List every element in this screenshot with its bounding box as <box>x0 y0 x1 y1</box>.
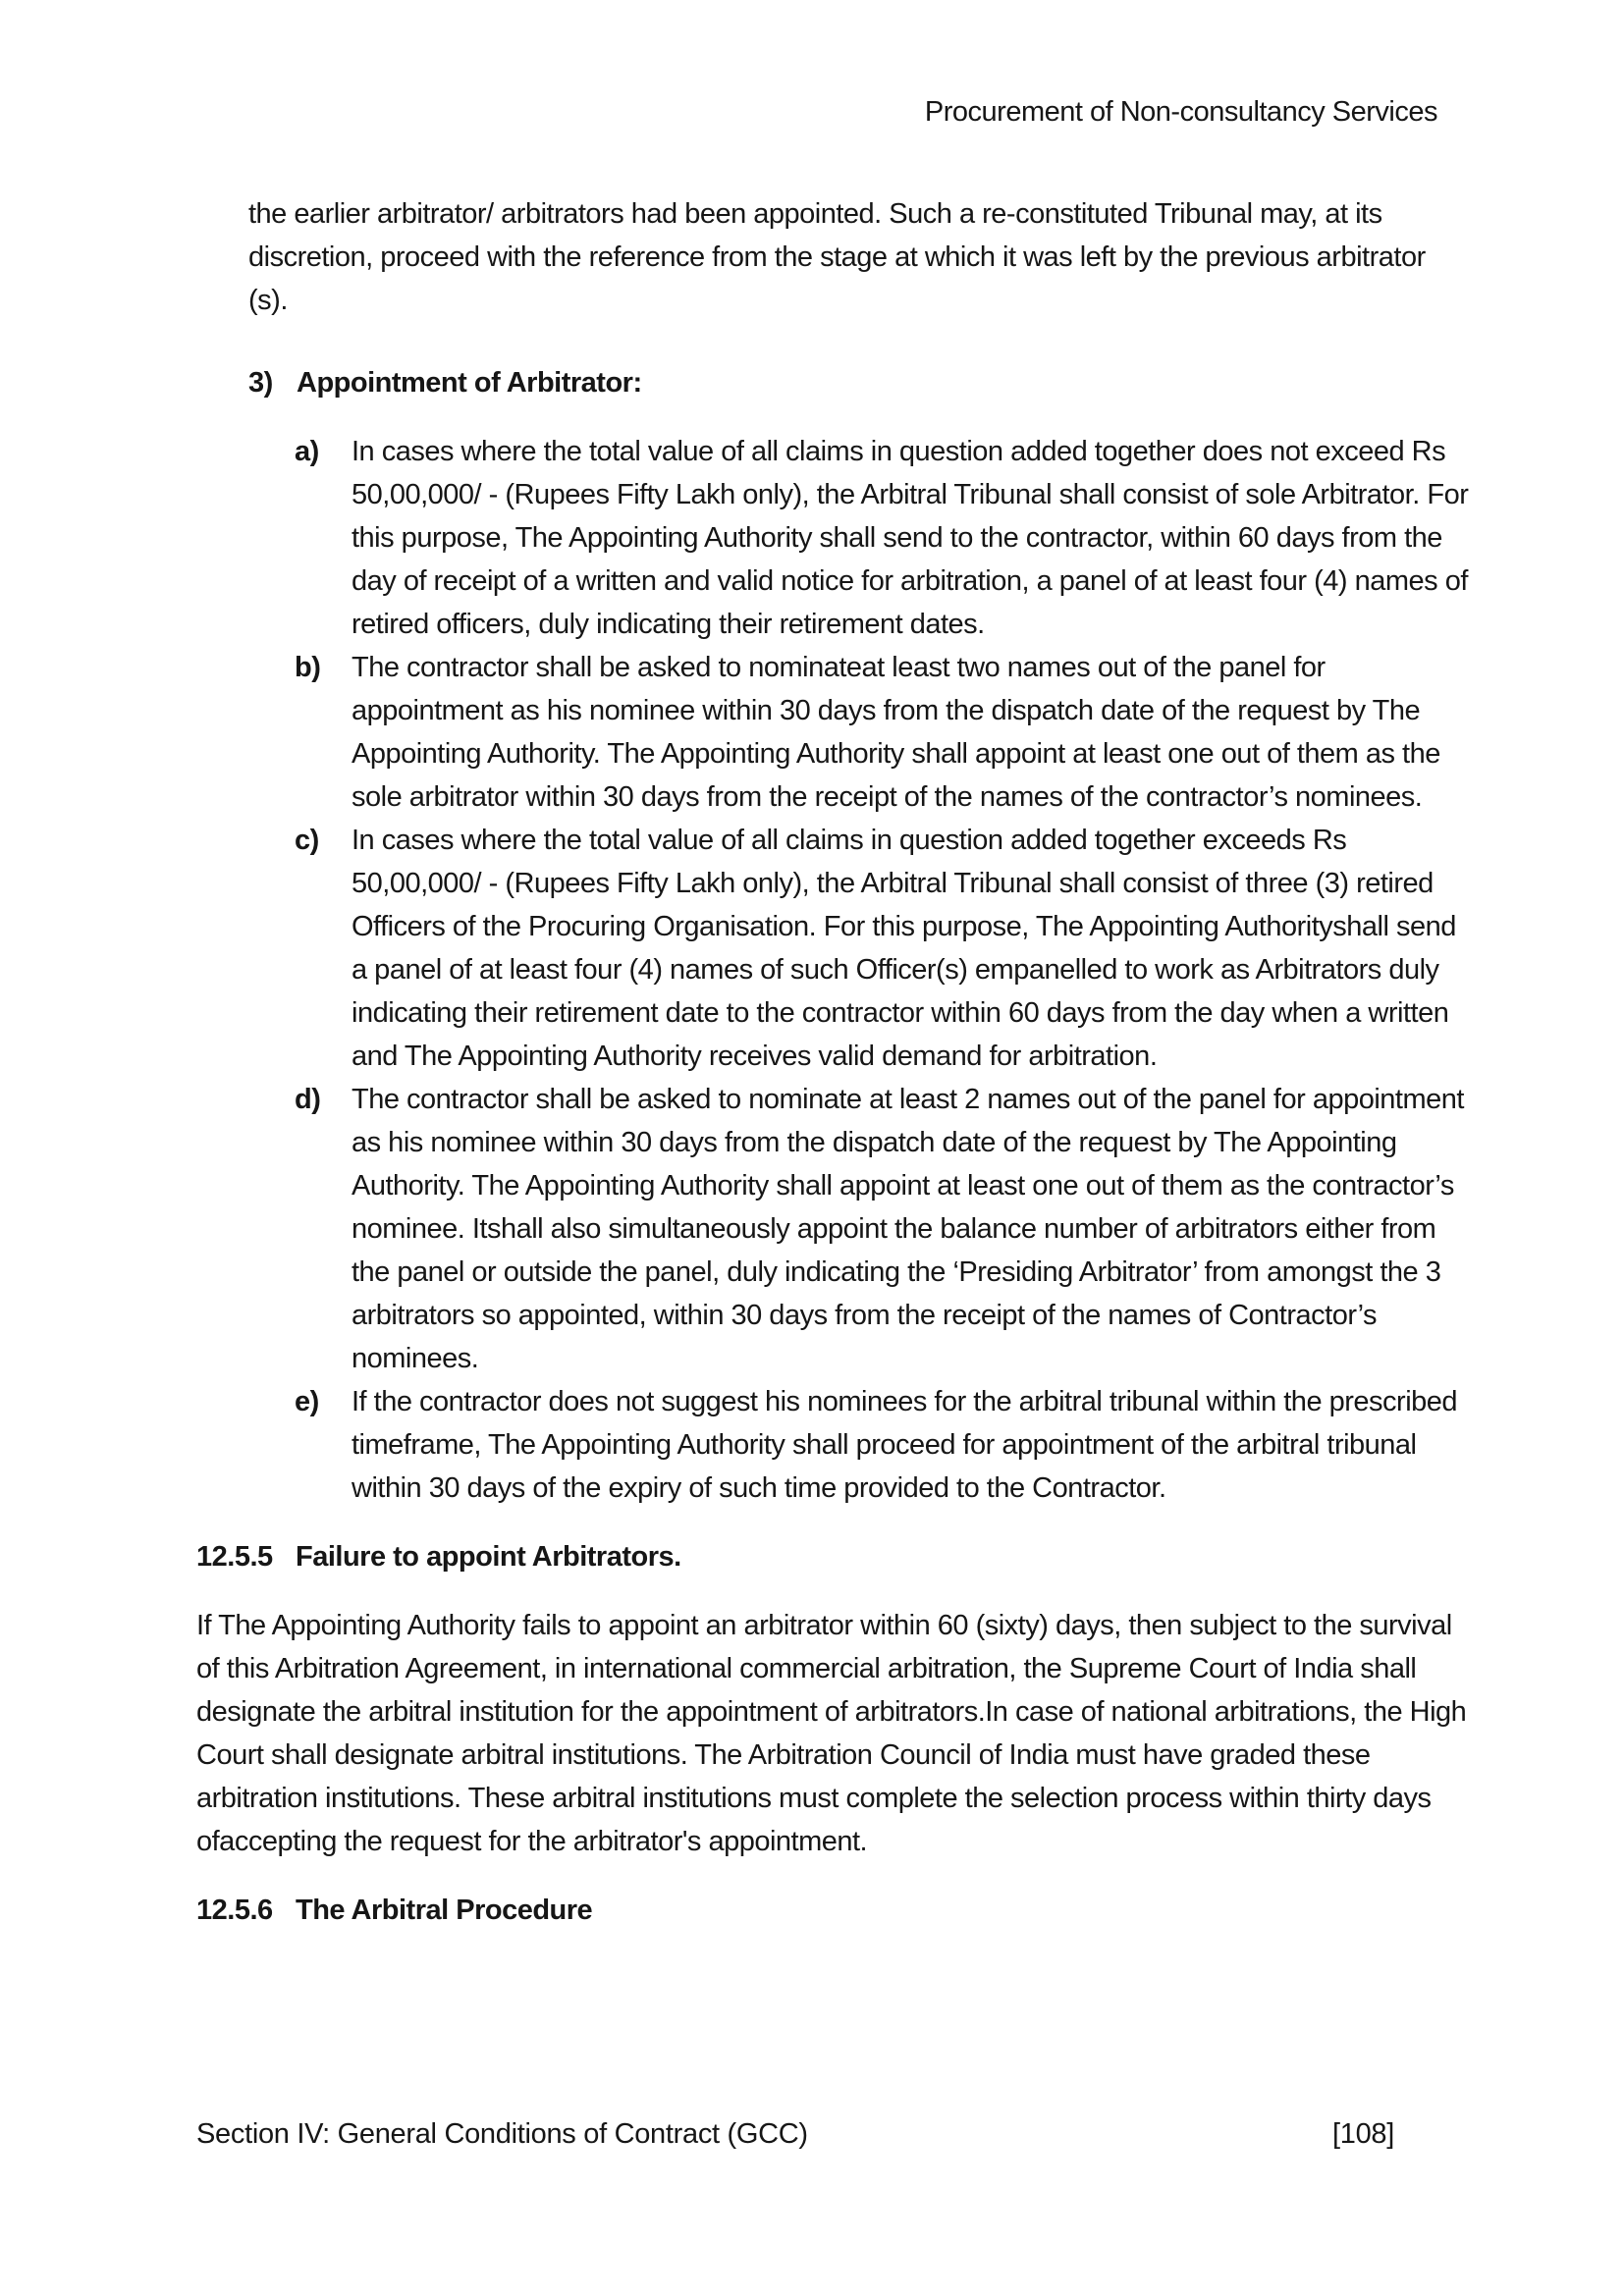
list-item-b-label: b) <box>295 652 321 683</box>
page-header <box>196 90 1472 133</box>
section-12-5-5-paragraph: If The Appointing Authority fails to appoint an arbitrator within 60 (sixty) days, then subject to the survival of this Arbitration Agreement, in international commercial arbitration, the Supreme Court of India shall designate the arbitral institution for the appointment of arbitrators.In case of national arbitrations, the High Court shall designate arbitral institutions. The Arbitration Council of India must have graded these arbitration institutions. These arbitral institutions must complete the selection process within thirty days ofaccepting the request for the arbitrator's appointment. <box>196 1610 1467 1857</box>
list-item-c-text: In cases where the total value of all claims in question added together exceeds Rs 50,00,000/ - (Rupees Fifty Lakh only), the Arbitral Tribunal shall consist of three (3) retired Officers of the Procuring Organisation. For this purpose, The Appointing Authorityshall send a panel of at least four (4) names of such Officer(s) empanelled to work as Arbitrators duly indicating their retirement date to the contractor within 60 days from the day when a written and The Appointing Authority receives valid demand for arbitration. <box>352 825 1456 1072</box>
section-12-5-6-heading <box>196 1889 1472 1932</box>
list-item-b-text: The contractor shall be asked to nominateat least two names out of the panel for appointment as his nominee within 30 days from the dispatch date of the request by The Appointing Authority. The Appointing Authority shall appoint at least one out of them as the sole arbitrator within 30 days from the receipt of the names of the contractor’s nominees. <box>352 652 1440 813</box>
section-12-5-5-heading <box>196 1535 1472 1578</box>
list-item-d <box>295 1078 1472 1380</box>
section-12-5-5-title: Failure to appoint Arbitrators. <box>296 1541 681 1573</box>
section-12-5-6-title: The Arbitral Procedure <box>296 1895 593 1926</box>
list-item-d-label: d) <box>295 1084 321 1115</box>
page-number: [108] <box>1332 2118 1394 2150</box>
list-item-c-label: c) <box>295 825 319 856</box>
section-12-5-5-number: 12.5.5 <box>196 1541 273 1573</box>
list-item-d-text: The contractor shall be asked to nominate at least 2 names out of the panel for appointment as his nominee within 30 days from the dispatch date of the request by The Appointing Authority. The Appointing Authority shall appoint at least one out of them as the contractor’s nominee. Itshall also simultaneously appoint the balance number of arbitrators either from the panel or outside the panel, duly indicating the ‘Presiding Arbitrator’ from amongst the 3 arbitrators so appointed, within 30 days from the receipt of the names of Contractor’s nominees. <box>352 1084 1464 1374</box>
section-12-5-6-number: 12.5.6 <box>196 1895 273 1926</box>
section-3-title: Appointment of Arbitrator: <box>297 367 642 399</box>
running-header-title: Procurement of Non-consultancy Services <box>924 96 1437 128</box>
page-footer <box>196 2112 1394 2156</box>
list-item-e-label: e) <box>295 1386 319 1417</box>
section-3-number: 3) <box>248 367 273 399</box>
list-item-b <box>295 646 1472 819</box>
list-item-a-label: a) <box>295 436 319 467</box>
list-item-a-text: In cases where the total value of all claims in question added together does not exceed Rs 50,00,000/ - (Rupees Fifty Lakh only), the Arbitral Tribunal shall consist of sole Arbitrator. For this purpose, The Appointing Authority shall send to the contractor, within 60 days from the day of receipt of a written and valid notice for arbitration, a panel of at least four (4) names of retired officers, duly indicating their retirement dates. <box>352 436 1469 640</box>
footer-section-label: Section IV: General Conditions of Contract (GCC) <box>196 2118 808 2150</box>
list-item-e <box>295 1380 1472 1510</box>
arbitrator-appointment-list <box>295 430 1472 1510</box>
list-item-a <box>295 430 1472 646</box>
list-item-c <box>295 819 1472 1078</box>
section-3-heading <box>248 361 1472 404</box>
intro-paragraph: the earlier arbitrator/ arbitrators had been appointed. Such a re-constituted Tribunal may, at its discretion, proceed with the reference from the stage at which it was left by the previous arbitrator (s). <box>248 198 1426 316</box>
list-item-e-text: If the contractor does not suggest his nominees for the arbitral tribunal within the prescribed timeframe, The Appointing Authority shall proceed for appointment of the arbitral tribunal within 30 days of the expiry of such time provided to the Contractor. <box>352 1386 1458 1504</box>
